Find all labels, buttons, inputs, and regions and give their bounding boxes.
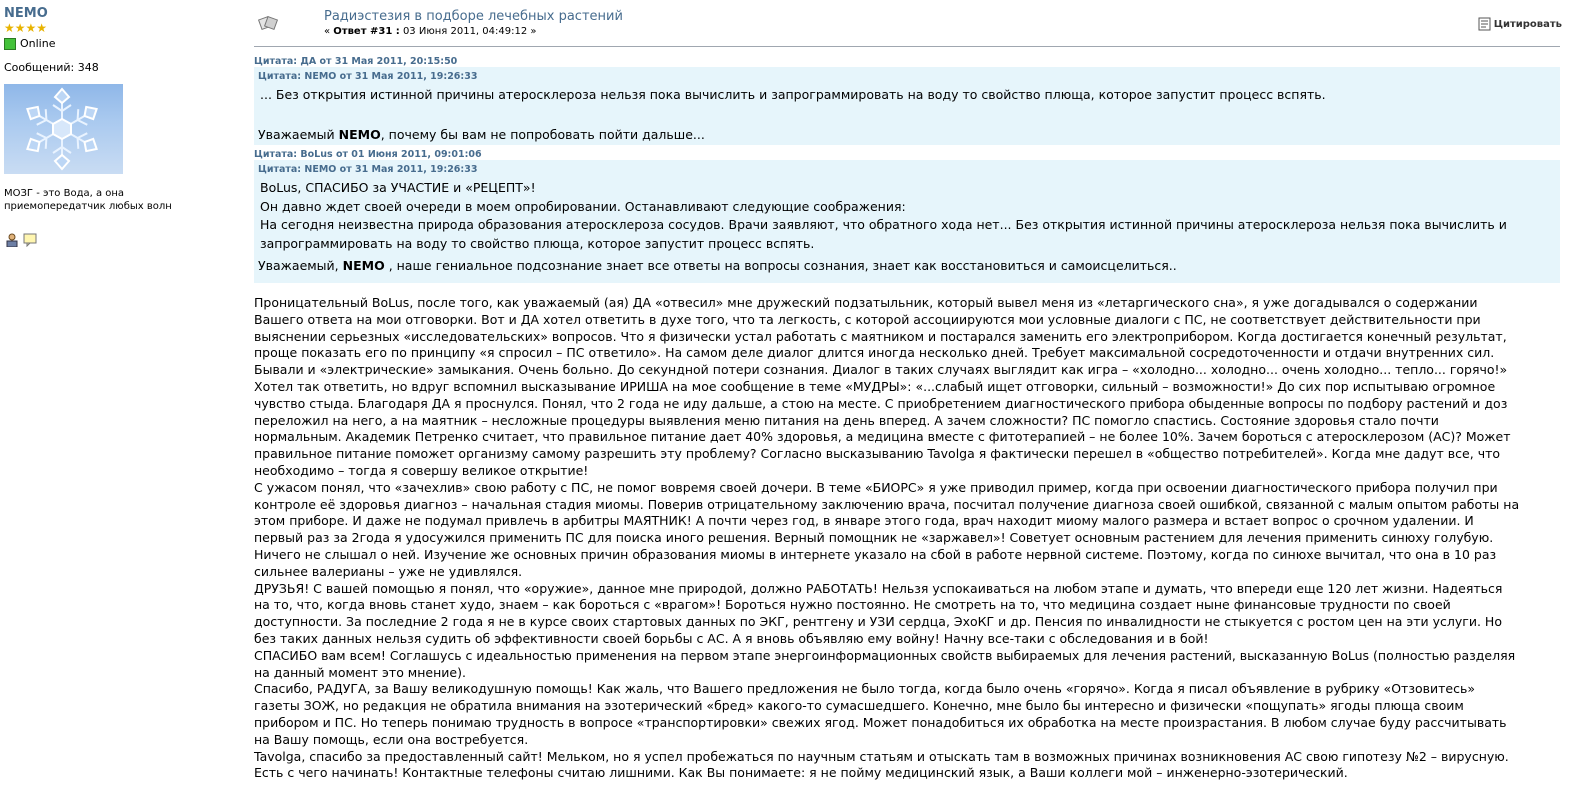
post-body-line: Спасибо, РАДУГА, за Вашу великодушную помощь! Как жаль, что Вашего предложения не было тогда, когда было очень «горячо». Когда я писал объявление в рубрику «Отзовитесь» (254, 681, 1475, 697)
post-body-line: С ужасом понял, что «зачехлив» свою работу с ПС, не помог вовремя своей дочери. В теме «БИОРС» я уже приводил пример, когда при освоении диагностического прибора получил при (254, 479, 1498, 495)
post-body-line: Хотел так ответить, но вдруг вспомнил высказывание ИРИША на мое сообщение в теме «МУДРЫ»: «...слабый ищет отговорки, сильный – возможности!» До сих пор испытываю огромное (254, 378, 1496, 394)
online-icon (4, 38, 16, 50)
post-meta (324, 26, 537, 37)
author-sidebar (0, 0, 236, 796)
post-container (254, 0, 1562, 796)
signature (4, 187, 224, 213)
nested-quote-line: BoLus, СПАСИБО за УЧАСТИЕ и «РЕЦЕПТ»! (260, 180, 536, 195)
post-body-line: нормальным. Академик Петренко считает, что правильное питание дает 40% здоровья, а медицина вместе с фитотерапией – не более 10%. Зачем бороться с атеросклерозом (АС)? Может (254, 429, 1511, 445)
profile-icon[interactable] (5, 233, 19, 247)
quote-reply-name: NEMO (338, 127, 381, 142)
quote-reply-post: , наше гениальное подсознание знает все ответы на вопросы сознания, знает как восстановиться и самоисцелиться.. (384, 258, 1177, 273)
post-body-line: чувство стыда. Благодаря ДА я проснулся. Понял, что 2 года не иду дальше, а стою на месте. С приобретением диагностического прибора обыденные вопросы по подбору растений и доз (254, 395, 1508, 411)
post-body-line: Есть с чего начинать! Контактные телефоны считаю лишними. Как Вы понимаете: я не пойму медицинский язык, а Ваши коллеги мой – инженерно-эзотерический. (254, 765, 1348, 781)
quote-reply-pre: Уважаемый, (258, 258, 343, 273)
post-body-line: на данный момент это мнение). (254, 664, 466, 680)
quote-reply-pre: Уважаемый (258, 127, 339, 142)
post-body-line: газеты ЗОЖ, но редакция не обратила внимания на эзотерический «бред» какого-то сумасшедшего. Конечно, мне было бы интересно и физически «пощупать» ягоды плюща своим (254, 698, 1464, 714)
nested-quote-line: запрограммировать на воду то свойство плюща, которое запустит процесс вспять. (260, 236, 815, 251)
reply-number[interactable]: Ответ #31 : (333, 26, 400, 37)
post-body-line: Ничего не слышал о ней. Изучение же основных причин образования миомы в интернете указало на сбой в работе нервной системе. Поэтому, когда по синюхе вычитал, что она в 10 раз (254, 546, 1497, 562)
post-body-line: ДРУЗЬЯ! С вашей помощью я понял, что «оружие», данное мне природой, должно РАБОТАТЬ! Нельзя успокаиваться на любом этапе и думать, что впереди еще 120 лет жизни. Надеяться (254, 580, 1503, 596)
signature-line: МОЗГ - это Вода, а она (4, 188, 125, 199)
quote-button[interactable] (1478, 17, 1562, 31)
profile-actions (5, 233, 37, 247)
quote-label: Цитировать (1493, 18, 1562, 30)
post-body (254, 295, 1560, 782)
post-body-line: проще показать его по принципу «я спросил – ПС ответило». На самом деле диалог длится иногда несколько дней. Требует максимальной сосредоточенности и отдачи внутренних сил. (254, 345, 1495, 361)
post-body-line: СПАСИБО вам всем! Соглашусь с идеальностью применения на первом этапе энергоинформационных свойств выбираемых для лечения растений, высказанную BoLus (полностью разделяя (254, 647, 1516, 663)
meta-prefix: « (324, 26, 334, 37)
post-body-line: необходимо – тогда я совершу великое открытие! (254, 462, 589, 478)
post-body-line: на Вашу помощь, если она востребуется. (254, 731, 529, 747)
quote-icon (1478, 17, 1491, 31)
post-date: 03 Июня 2011, 04:49:12 » (399, 26, 537, 37)
nested-quote-header[interactable]: Цитата: NEMO от 31 Мая 2011, 19:26:33 (258, 71, 478, 82)
quote-reply-name: NEMO (342, 258, 385, 273)
post-body-line: этом приборе. И даже не подумал привлечь в арбитры МАЯТНИК! А почти через год, в январе этого года, врач находит миому малого размера и встает вопрос о срочном удалении. И (254, 513, 1474, 529)
post-count: Сообщений: 348 (4, 61, 99, 74)
quote-header[interactable]: Цитата: ДА от 31 Мая 2011, 20:15:50 (254, 56, 458, 67)
post-body-line: первый раз за 2года я удосужился применить ПС для поиска иного решения. Верный помощник не «заржавел»! Советует основным растением для лечения применить синюху голубую. (254, 530, 1494, 546)
quote-reply (258, 258, 1177, 273)
post-xx-icon (258, 12, 280, 34)
personal-message-icon[interactable] (23, 233, 37, 247)
rank-stars-icon: ★★★★ (4, 21, 48, 35)
post-body-line: на то, что, когда вновь станет худо, знаем – как бороться с «врагом»! Бороться нужно постоянно. Не смотреть на то, что медицина создает ныне финансовые трудности по своей (254, 597, 1451, 613)
online-status (4, 37, 55, 50)
post-body-line: переложил на него, а на маятник – несложные процедуры выявления меню питания на день вперед. А зачем сложности? ПС помогло спастись. Состояние здоровья стало почти (254, 412, 1439, 428)
post-body-line: Проницательный BoLus, после того, как уважаемый (ая) ДА «отвесил» мне дружеский подзатыльник, который вывел меня из «летаргического сна», я уже догадывался о содержании (254, 295, 1478, 310)
quote-reply-post: , почему бы вам не попробовать пойти дальше... (380, 127, 705, 142)
post-body-line: выяснении серьезных «исследовательских» вопросов. Что я физически устал работать с маятником и постарался заменить его электроприбором. Когда достигается конечный результат, (254, 328, 1507, 344)
post-body-line: доступности. За последние 2 года я не в курсе своих стартовых данных по ЭКГ, рентгену и УЗИ сердца, ЭхоКГ и др. Пенсия по инвалидности не стыкуется с ростом цен на эти услуги. Но (254, 614, 1502, 630)
avatar (4, 84, 123, 174)
post-body-line: без таких данных нельзя судить об эффективности своей борьбы с АС. А я вновь объявляю ему войну! Начну все-таки с обследования и в бой! (254, 630, 1209, 646)
snowflake-icon (4, 84, 123, 174)
post-body-line: контроле её здоровья диагноз – начальная стадия миомы. Поверив отрицательному заключению врача, посчитал получение диагноза своей ошибкой, связанной с малым опытом работы на (254, 496, 1520, 512)
nested-quote-text: ... Без открытия истинной причины атеросклероза нельзя пока вычислить и запрограммировать на воду то свойство плюща, которое запустит процесс вспять. (260, 87, 1326, 102)
nested-quote-line: Он давно ждет своей очереди в моем опробировании. Останавливают следующие соображения: (260, 199, 906, 214)
post-body-line: Бывали и «электрические» замыкания. Очень больно. До секундной потери сознания. Диалог в таких случаях выглядит как игра – «холодно... холодно... очень холодно... тепло... горячо!» (254, 362, 1508, 378)
post-title[interactable]: Радиэстезия в подборе лечебных растений (324, 9, 623, 24)
nested-quote-header[interactable]: Цитата: NEMO от 31 Мая 2011, 19:26:33 (258, 164, 478, 175)
post-body-line: Вашего ответа на мои отговорки. Вот и ДА хотел ответить в духе того, что та легкость, с которой ассоциируются мои условные диалоги с ПС, не соответствует действительности при (254, 311, 1481, 327)
post-body-line: сильнее валерианы – уже не удивлялся. (254, 563, 523, 579)
signature-line: приемопередатчик любых волн (4, 201, 172, 212)
author-name[interactable]: NEMO (4, 6, 48, 21)
post-body-line: Tavolga, спасибо за предоставленный сайт! Мельком, но я успел пробежаться по научным статьям и отыскать там в возможных причинах возникновения АС свою гипотезу №2 – вирусную. (254, 748, 1509, 764)
nested-quote-line: На сегодня неизвестна природа образования атеросклероза сосудов. Врачи заявляют, что обратного хода нет... Без открытия истинной причины атеросклероза нельзя пока вычислить и (260, 217, 1507, 232)
online-label: Online (20, 37, 56, 50)
post-body-line: прибором и ПС. Но теперь понимаю трудность в вопросе «транспортировки» свежих ягод. Может понадобиться их обработка на месте произрастания. В любом случае буду рассчитывать (254, 714, 1507, 730)
quote-header[interactable]: Цитата: BoLus от 01 Июня 2011, 09:01:06 (254, 149, 482, 160)
header-divider (254, 46, 1560, 47)
quote-reply (258, 127, 705, 142)
post-body-line: правильное питание поможет организму самому разрешить эту проблему? Согласно высказыванию Tavolga я фактически перешел в «общество потребителей». Когда мне дадут все, что (254, 446, 1501, 462)
